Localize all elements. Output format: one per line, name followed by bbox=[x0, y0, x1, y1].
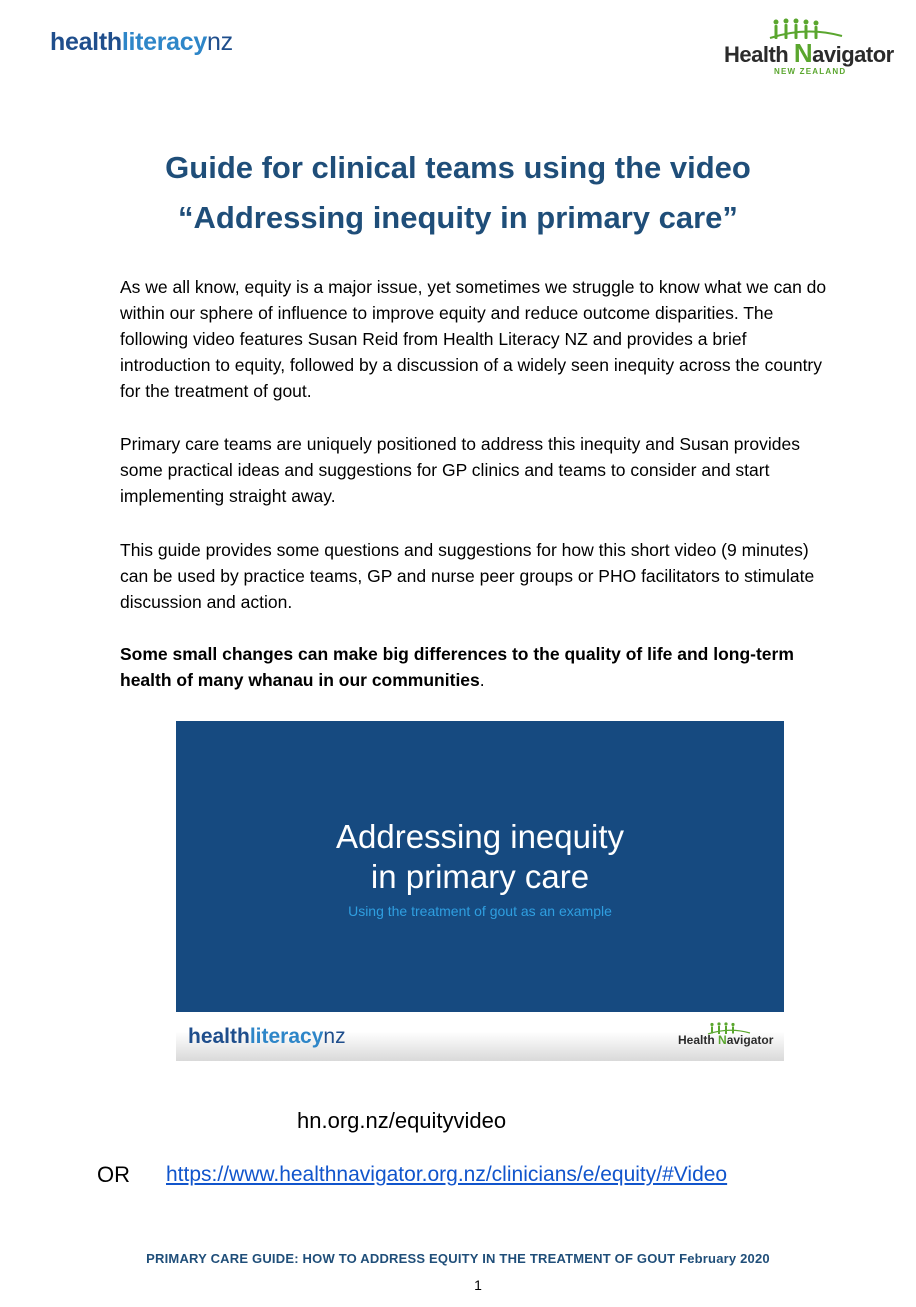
strip-logo-text-nav-n: N bbox=[718, 1033, 727, 1047]
strip-logo-literacy: literacy bbox=[249, 1025, 324, 1048]
logo-subtitle: NEW ZEALAND bbox=[774, 67, 847, 76]
strip-health-literacy-logo bbox=[188, 1025, 346, 1049]
page-title bbox=[60, 143, 856, 243]
small-changes-period: . bbox=[479, 670, 485, 690]
strip-logo-text-navigator: avigator bbox=[726, 1033, 774, 1047]
paragraph-guide: This guide provides some questions and suggestions for how this short video (9 minutes) can be used by practice teams, GP and nurse peer groups or PHO facilitators to stimulate discussion and action. bbox=[120, 540, 815, 612]
small-changes-bold: Some small changes can make big differences to the quality of life and long-term health of many whanau in our communities bbox=[120, 644, 794, 690]
logo-text-health: Health bbox=[724, 42, 789, 67]
health-navigator-logo bbox=[724, 18, 894, 80]
logo-text-literacy: literacy bbox=[121, 28, 207, 56]
strip-navigator-wordmark bbox=[678, 1033, 773, 1047]
video-logo-strip bbox=[176, 1012, 784, 1061]
or-label: OR bbox=[97, 1162, 130, 1187]
title-line-1: Guide for clinical teams using the video bbox=[165, 150, 751, 185]
paragraph-intro: As we all know, equity is a major issue, yet sometimes we struggle to know what we can do within our sphere of influence to improve equity and reduce outcome disparities. The following video features Susan Reid from Health Literacy NZ and provides a brief introduction to equity, followed by a discussion of a widely seen inequity across the country for the treatment of gout. bbox=[120, 277, 827, 401]
navigator-wordmark bbox=[724, 38, 894, 69]
title-line-2: “Addressing inequity in primary care” bbox=[178, 200, 738, 235]
strip-logo-text-health: Health bbox=[678, 1033, 715, 1047]
video-link[interactable]: https://www.healthnavigator.org.nz/clinicians/e/equity/#Video bbox=[166, 1163, 728, 1186]
logo-text-navigator: avigator bbox=[812, 42, 894, 67]
paragraph-small-changes bbox=[120, 641, 840, 693]
paragraph-primary-care: Primary care teams are uniquely positioned to address this inequity and Susan provides some practical ideas and suggestions for GP clinics and teams to consider and start implementing straight away. bbox=[120, 434, 800, 506]
strip-health-navigator-logo bbox=[678, 1022, 778, 1056]
page-footer: PRIMARY CARE GUIDE: HOW TO ADDRESS EQUITY IN THE TREATMENT OF GOUT February 2020 bbox=[146, 1251, 770, 1266]
logo-text-health: health bbox=[50, 28, 122, 56]
short-video-url: hn.org.nz/equityvideo bbox=[297, 1108, 507, 1133]
video-subtitle: Using the treatment of gout as an example bbox=[348, 903, 612, 919]
health-literacy-nz-logo bbox=[50, 28, 233, 57]
video-title-line-1: Addressing inequity bbox=[335, 818, 624, 855]
strip-logo-health: health bbox=[188, 1025, 250, 1048]
video-title bbox=[176, 817, 784, 897]
video-thumbnail[interactable] bbox=[176, 721, 784, 1061]
logo-text-nav-n: N bbox=[793, 38, 813, 68]
logo-text-nz: nz bbox=[207, 28, 233, 56]
strip-logo-nz: nz bbox=[323, 1025, 346, 1048]
page-number: 1 bbox=[474, 1277, 482, 1293]
video-title-line-2: in primary care bbox=[370, 858, 590, 895]
video-slide bbox=[176, 721, 784, 1012]
